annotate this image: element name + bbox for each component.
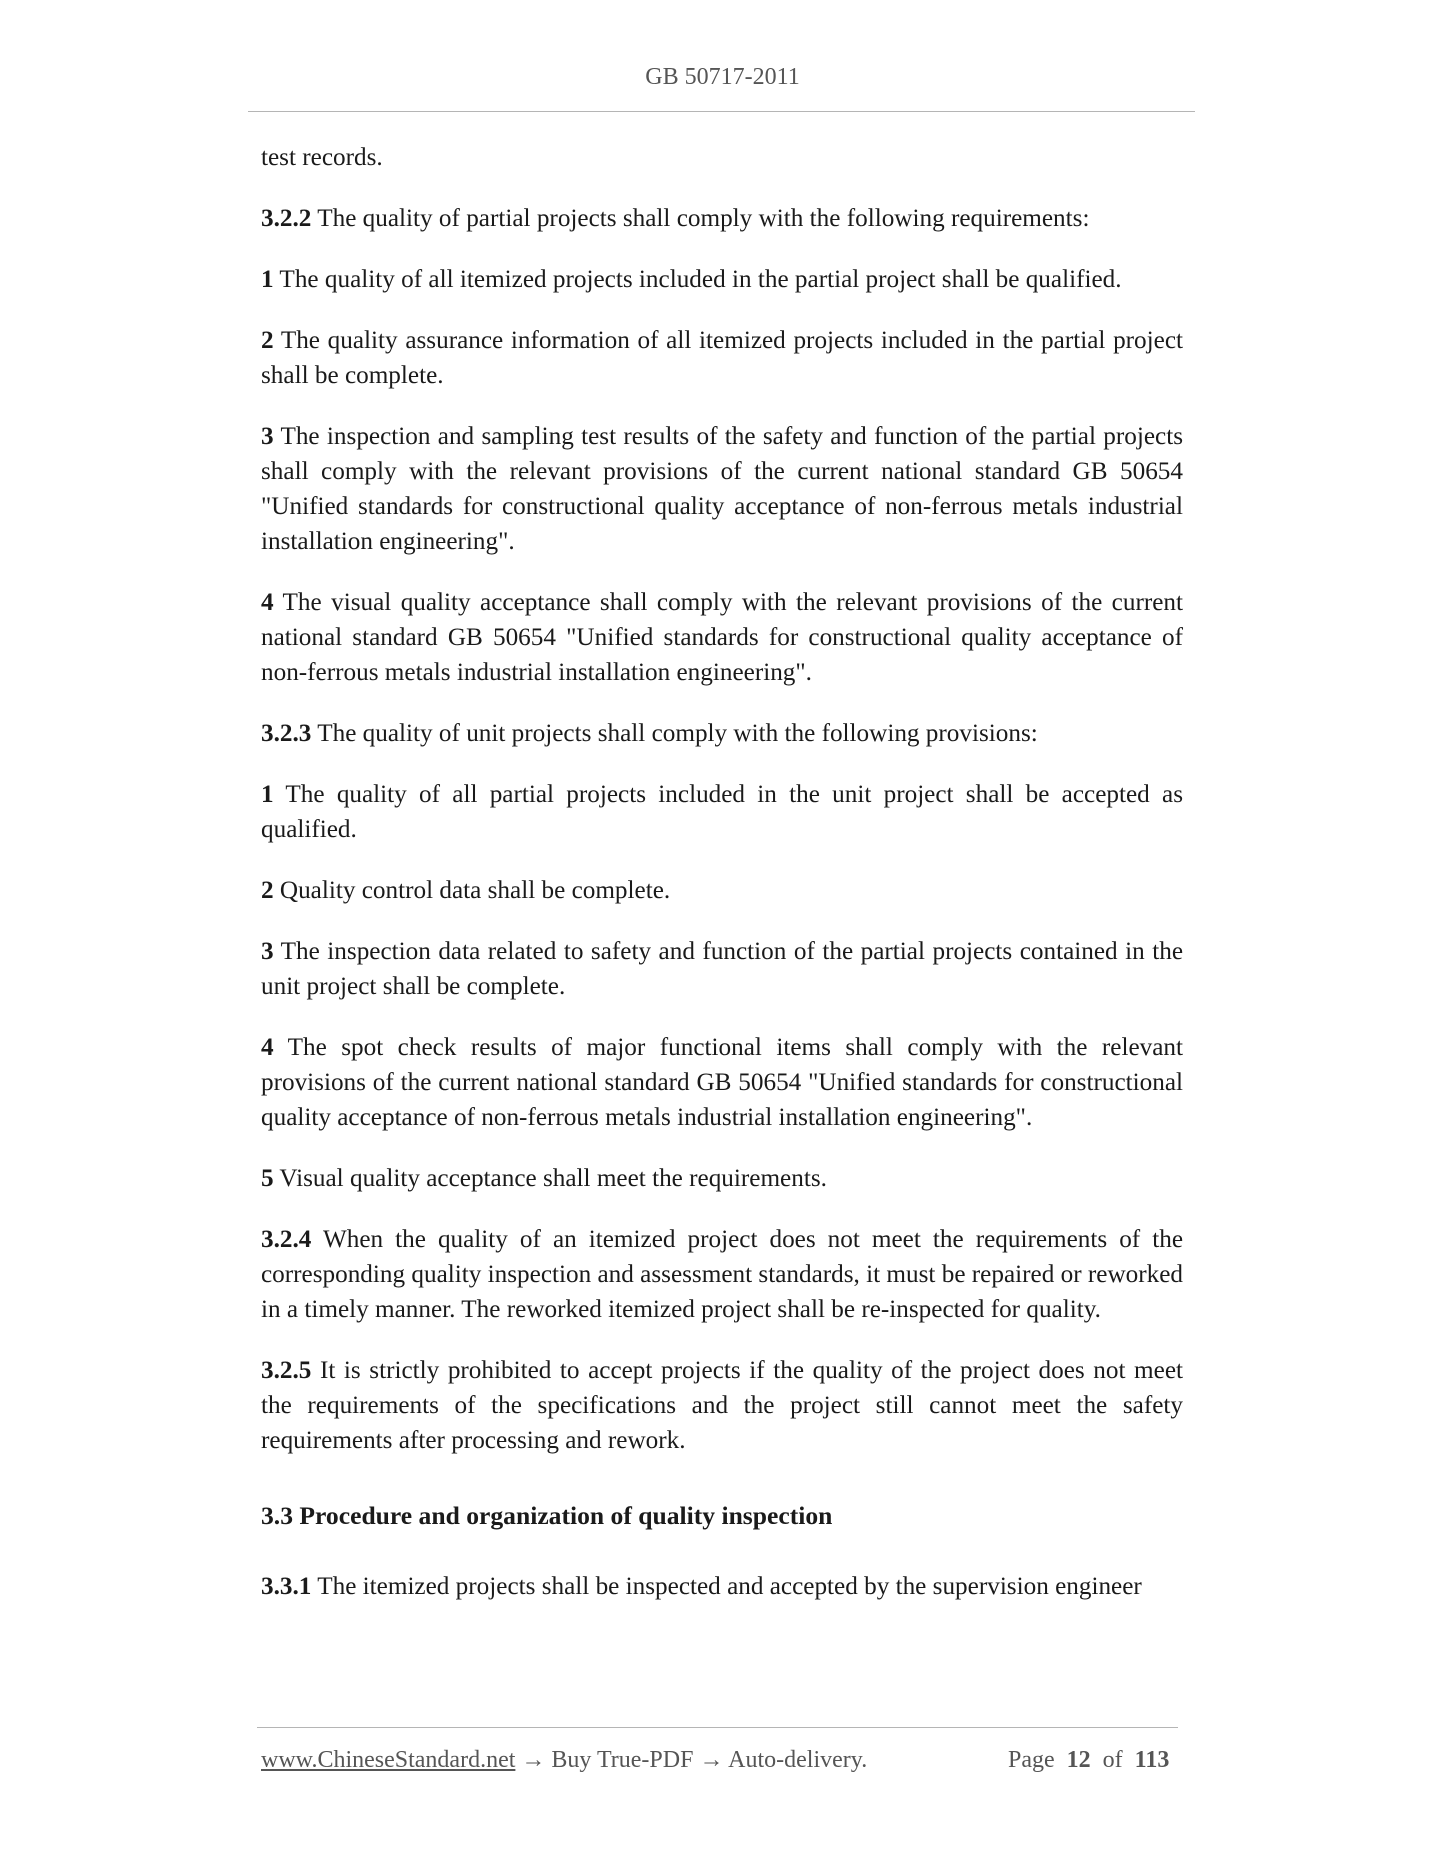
paragraph (261, 716, 1183, 751)
page-label: Page (1008, 1747, 1055, 1773)
footer-promo (261, 1747, 867, 1774)
clause-number: 3 (261, 423, 274, 450)
clause-number: 3.2.4 (261, 1226, 312, 1253)
paragraph-text: The quality of unit projects shall comply with the following provisions: (311, 720, 1038, 747)
paragraph (261, 323, 1183, 393)
clause-number: 3.3.1 (261, 1573, 312, 1600)
arrow-icon: → (693, 1747, 729, 1773)
paragraph-text: The quality of partial projects shall comply with the following requirements: (311, 205, 1090, 232)
page-content (261, 140, 1183, 1630)
clause-number: 3.2.3 (261, 720, 312, 747)
delivery-text: Auto-delivery. (728, 1747, 868, 1773)
paragraph (261, 140, 1183, 175)
clause-number: 3.2.5 (261, 1357, 312, 1384)
arrow-icon: → (515, 1747, 552, 1773)
page-total: 113 (1134, 1747, 1170, 1773)
page-indicator (1008, 1747, 1169, 1774)
paragraph (261, 201, 1183, 236)
paragraph (261, 1161, 1183, 1196)
header-divider (248, 111, 1195, 112)
clause-number: 3 (261, 938, 274, 965)
clause-number: 5 (261, 1165, 274, 1192)
clause-number: 3.2.2 (261, 205, 312, 232)
paragraph (261, 934, 1183, 1004)
paragraph-text: The inspection and sampling test results of the safety and function of the partial projects shall comply with the relevant provisions of the current national standard GB 50654 "Unified standards for constructional quality acceptance of non-ferrous metals industrial installation engineering". (261, 423, 1183, 555)
buy-text: Buy True-PDF (551, 1747, 694, 1773)
paragraph-text: test records. (261, 144, 383, 171)
website-link[interactable]: www.ChineseStandard.net (261, 1747, 516, 1773)
paragraph-text: The quality of all partial projects included in the unit project shall be accepted as qualified. (261, 781, 1183, 843)
paragraph-text: The inspection data related to safety and function of the partial projects contained in the unit project shall be complete. (261, 938, 1183, 1000)
paragraph (261, 419, 1183, 559)
clause-number: 4 (261, 1034, 274, 1061)
paragraph-text: Visual quality acceptance shall meet the requirements. (273, 1165, 827, 1192)
paragraph (261, 585, 1183, 690)
paragraph (261, 1030, 1183, 1135)
clause-number: 4 (261, 589, 274, 616)
paragraph-text: Quality control data shall be complete. (273, 877, 671, 904)
section-heading: 3.3 Procedure and organization of quality inspection (261, 1501, 833, 1530)
paragraph (261, 1353, 1183, 1458)
page-number: 12 (1066, 1747, 1091, 1773)
paragraph (261, 1569, 1183, 1604)
clause-number: 2 (261, 877, 274, 904)
paragraph-text: When the quality of an itemized project does not meet the requirements of the corresponding quality inspection and assessment standards, it must be repaired or reworked in a timely manner. The reworked itemized project shall be re-inspected for quality. (261, 1226, 1183, 1323)
paragraph-text: The itemized projects shall be inspected and accepted by the supervision engineer (311, 1573, 1142, 1600)
paragraph-text: It is strictly prohibited to accept projects if the quality of the project does not meet the requirements of the specifications and the project still cannot meet the safety requirements after processing and rework. (261, 1357, 1183, 1454)
clause-number: 2 (261, 327, 274, 354)
paragraph (261, 873, 1183, 908)
paragraph-text: The quality assurance information of all itemized projects included in the partial project shall be complete. (261, 327, 1183, 389)
footer-divider (257, 1727, 1178, 1728)
paragraph-text: The quality of all itemized projects included in the partial project shall be qualified. (273, 266, 1122, 293)
paragraph (261, 262, 1183, 297)
of-label: of (1102, 1747, 1123, 1773)
document-header-title: GB 50717-2011 (645, 64, 800, 90)
paragraph-text: The spot check results of major functional items shall comply with the relevant provisions of the current national standard GB 50654 "Unified standards for constructional quality acceptance of non-ferrous metals industrial installation engineering". (261, 1034, 1183, 1131)
clause-number: 1 (261, 781, 274, 808)
paragraph (261, 1222, 1183, 1327)
paragraph (261, 777, 1183, 847)
clause-number: 1 (261, 266, 274, 293)
paragraph-text: The visual quality acceptance shall comply with the relevant provisions of the current national standard GB 50654 "Unified standards for constructional quality acceptance of non-ferrous metals industrial installation engineering". (261, 589, 1183, 686)
